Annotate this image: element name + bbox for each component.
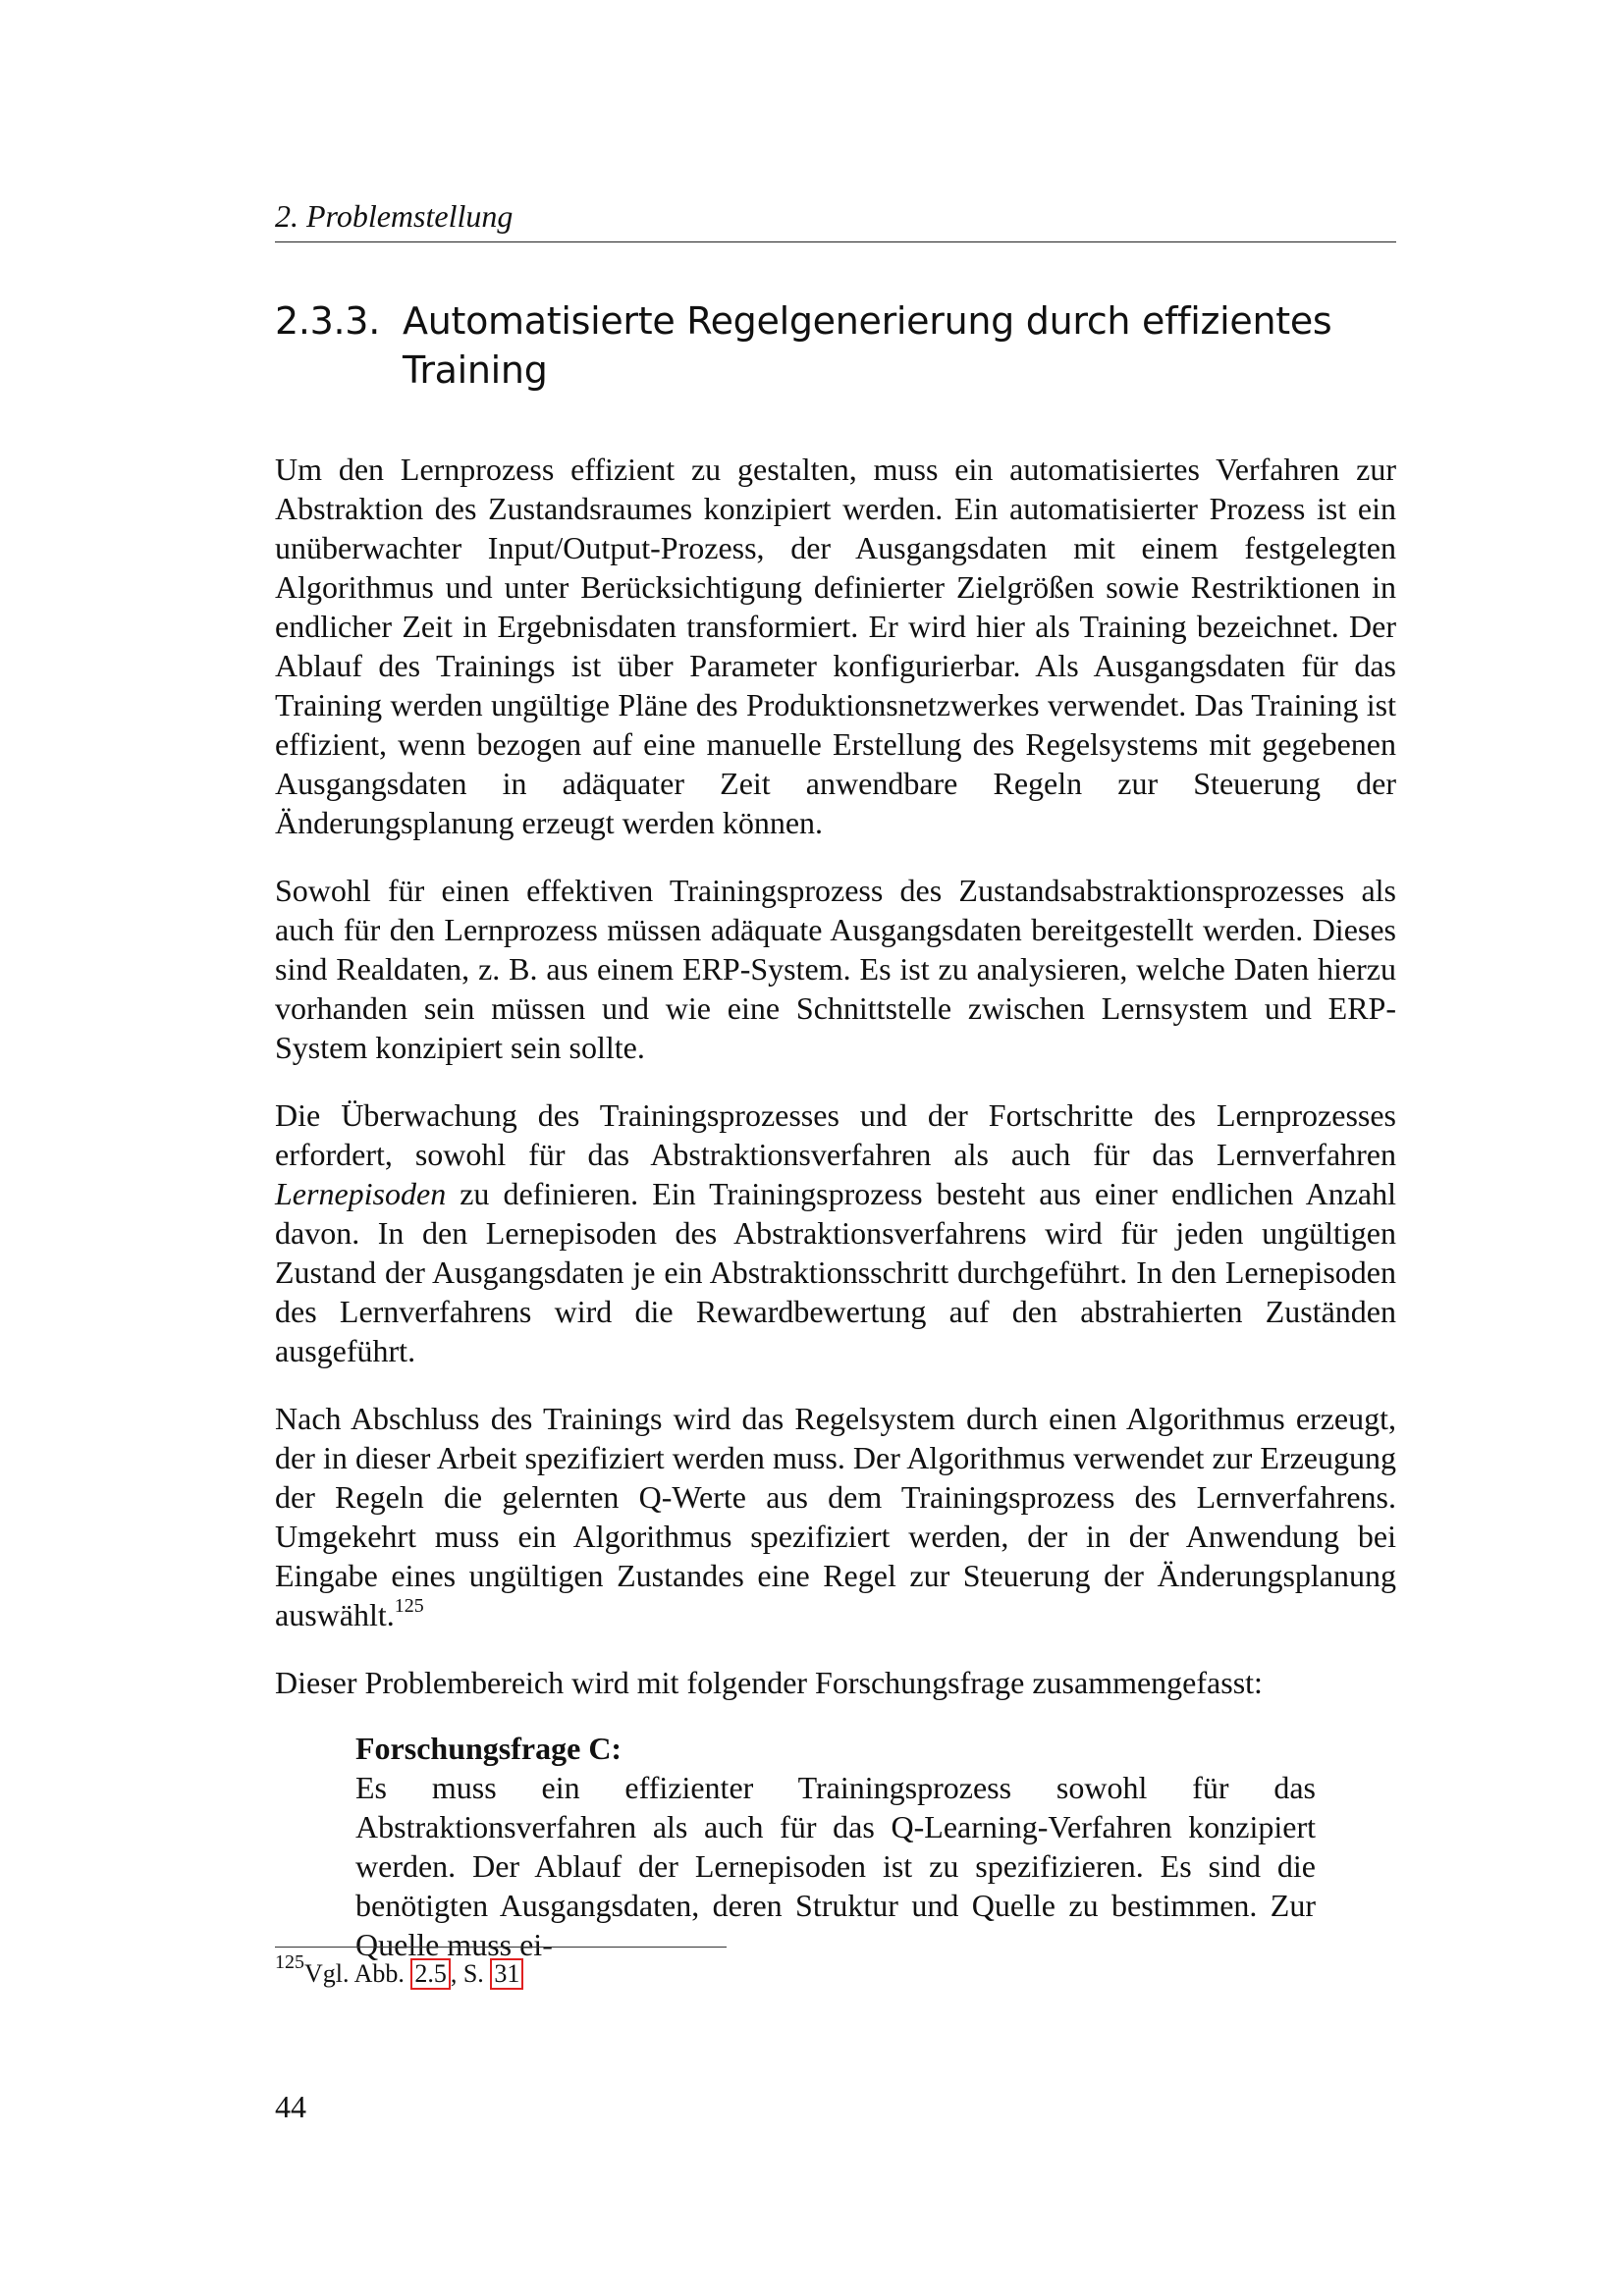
paragraph-4-text: Nach Abschluss des Trainings wird das Regelsystem durch einen Algorithmus erzeugt, der in dieser Arbeit spezifiziert werden muss. Der Algorithmus verwendet zur Erzeugung der Regeln die gelernten Q-Werte aus dem Trainingsprozess des Lernverfahrens. Umgekehrt muss ein Algorithmus spezifiziert werden, der in der Anwendung bei Eingabe eines ungültigen Zustandes eine Regel zur Steuerung der Änderungsplanung auswählt. [275,1401,1396,1632]
page-reference-link[interactable]: 31 [490,1958,523,1990]
paragraph-1: Um den Lernprozess effizient zu gestalten, muss ein automatisiertes Verfahren zur Abstraktion des Zustandsraumes konzipiert werden. Ein automatisierter Prozess ist ein unüberwachter Input/Output-Prozess, der Ausgangsdaten mit einem festgelegten Algorithmus und unter Berücksichtigung definierter Zielgrößen sowie Restriktionen in endlicher Zeit in Ergebnisdaten transformiert. Er wird hier als Training bezeichnet. Der Ablauf des Trainings ist über Parameter konfigurierbar. Als Ausgangsdaten für das Training werden ungültige Pläne des Produktionsnetzwerkes verwendet. Das Training ist effizient, wenn bezogen auf eine manuelle Erstellung des Regelsystems mit gegebenen Ausgangsdaten in adäquater Zeit anwendbare Regeln zur Steuerung der Änderungsplanung erzeugt werden können. [275,452,1396,840]
paragraph-4 [275,1399,1396,1634]
footnote-divider [275,1947,727,1948]
footnote-middle: , S. [450,1959,491,1988]
running-header-title: 2. Problemstellung [275,198,514,234]
section-heading [275,296,1396,395]
page-number: 44 [275,2089,306,2124]
figure-reference-link[interactable]: 2.5 [410,1958,451,1990]
paragraph-3-emphasis: Lernepisoden [275,1176,447,1211]
footnote-marker[interactable]: 125 [394,1595,424,1617]
paragraph-2: Sowohl für einen effektiven Trainingsprozess des Zustandsabstraktionsprozesses als auch für den Lernprozess müssen adäquate Ausgangsdaten bereitgestellt werden. Dieses sind Realdaten, z. B. aus einem ERP-System. Es ist zu analysieren, welche Daten hierzu vorhanden sein müssen und wie eine Schnittstelle zwischen Lernsystem und ERP-System konzipiert sein sollte. [275,873,1396,1065]
paragraph-3-text-end: zu definieren. Ein Trainingsprozess besteht aus einer endlichen Anzahl davon. In den Lernepisoden des Abstraktionsverfahrens wird für jeden ungültigen Zustand der Ausgangsdaten je ein Abstraktionsschritt durchgeführt. In den Lernepisoden des Lernverfahrens wird die Rewardbewertung auf den abstrahierten Zuständen ausgeführt. [275,1176,1396,1368]
research-question-text: Es muss ein effizienter Trainingsprozess sowohl für das Abstraktionsverfahren als auch für das Q-Learning-Verfahren konzipiert werden. Der Ablauf der Lernepisoden ist zu spezifizieren. Es sind die benötigten Ausgangsdaten, deren Struktur und Quelle zu bestimmen. Zur Quelle muss ei- [355,1770,1316,1962]
paragraph-5: Dieser Problembereich wird mit folgender Forschungsfrage zusammengefasst: [275,1665,1263,1700]
paragraph-3 [275,1095,1396,1370]
running-header [275,192,1396,242]
footnote [275,1951,523,1991]
footnote-number: 125 [275,1951,304,1973]
research-question-label: Forschungsfrage C: [355,1731,623,1766]
paragraph-3-text-start: Die Überwachung des Trainingsprozesses und der Fortschritte des Lernprozesses erfordert, sowohl für das Abstraktionsverfahren als auch für das Lernverfahren [275,1097,1396,1172]
research-question-block [355,1729,1316,1964]
section-number: 2.3.3. [275,299,380,343]
section-title: Automatisierte Regelgenerierung durch effizientes Training [403,299,1332,392]
body-text [275,450,1396,1964]
footnote-prefix: Vgl. Abb. [304,1959,411,1988]
